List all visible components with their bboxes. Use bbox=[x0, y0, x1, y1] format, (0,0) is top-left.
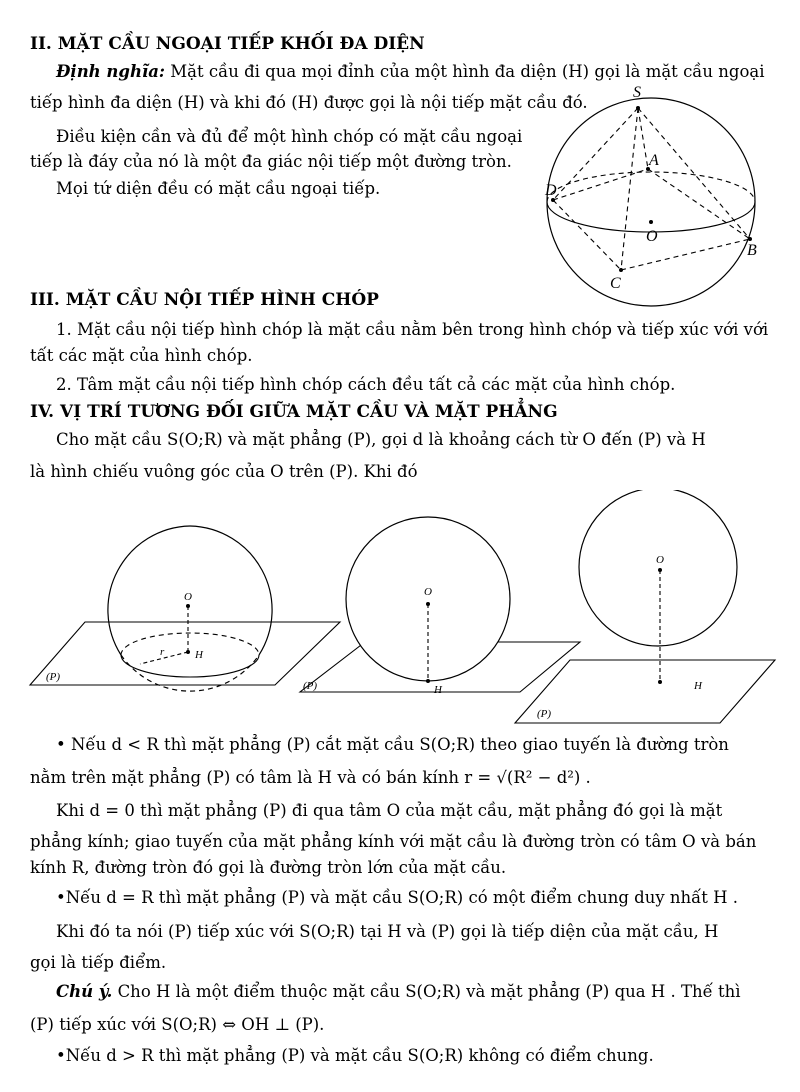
left-label-r: r bbox=[160, 646, 165, 658]
note-line-2: (P) tiếp xúc với S(O;R) ⇔ OH ⊥ (P). bbox=[30, 1015, 325, 1034]
section-4-intro-line-2: là hình chiếu vuông góc của O trên (P). Khi đó bbox=[30, 462, 418, 481]
definition-line-1 bbox=[56, 62, 765, 82]
case-1-line-2: nằm trên mặt phẳng (P) có tâm là H và có bán kính r = √(R² − d²) . bbox=[30, 768, 591, 787]
section-3-item-1-line-1: 1. Mặt cầu nội tiếp hình chóp là mặt cầu nằm bên trong hình chóp và tiếp xúc với với bbox=[56, 320, 769, 339]
circumscribed-sphere-figure bbox=[535, 82, 775, 312]
case-2-line-2: Khi đó ta nói (P) tiếp xúc với S(O;R) tại H và (P) gọi là tiếp diện của mặt cầu, H bbox=[56, 922, 719, 941]
case-intersect-diagram bbox=[30, 526, 340, 691]
sphere-plane-positions-figure bbox=[0, 490, 800, 740]
section-3-item-1-line-2: tất các mặt của hình chóp. bbox=[30, 346, 253, 365]
label-c: C bbox=[610, 275, 621, 292]
section-3-heading: III. MẶT CẦU NỘI TIẾP HÌNH CHÓP bbox=[30, 290, 379, 310]
section-3-item-2: 2. Tâm mặt cầu nội tiếp hình chóp cách đều tất cả các mặt của hình chóp. bbox=[56, 375, 676, 394]
tetrahedron-line: Mọi tứ diện đều có mặt cầu ngoại tiếp. bbox=[56, 179, 381, 198]
left-label-p: (P) bbox=[46, 671, 61, 683]
label-b: B bbox=[747, 242, 757, 259]
condition-line-1: Điều kiện cần và đủ để một hình chóp có mặt cầu ngoại bbox=[56, 127, 523, 146]
label-a: A bbox=[649, 152, 659, 169]
definition-text-1: Mặt cầu đi qua mọi đỉnh của một hình đa diện (H) gọi là mặt cầu ngoại bbox=[170, 62, 765, 81]
case-2-line-3: gọi là tiếp điểm. bbox=[30, 953, 167, 972]
label-s: S bbox=[633, 84, 641, 101]
section-2-heading: II. MẶT CẦU NGOẠI TIẾP KHỐI ĐA DIỆN bbox=[30, 34, 425, 54]
left-label-h: H bbox=[195, 649, 203, 661]
section-circle-back bbox=[121, 633, 259, 655]
case-2-line-1: •Nếu d = R thì mặt phẳng (P) và mặt cầu S(O;R) có một điểm chung duy nhất H . bbox=[56, 888, 739, 907]
case-3-line: •Nếu d > R thì mặt phẳng (P) và mặt cầu S(O;R) không có điểm chung. bbox=[56, 1046, 654, 1065]
case-1-line-1: • Nếu d < R thì mặt phẳng (P) cắt mặt cầu S(O;R) theo giao tuyến là đường tròn bbox=[56, 735, 729, 754]
equator-back bbox=[547, 172, 755, 202]
point-b bbox=[748, 237, 752, 241]
section-4-intro-line-1: Cho mặt cầu S(O;R) và mặt phẳng (P), gọi d là khoảng cách từ O đến (P) và H bbox=[56, 430, 706, 449]
plane-right bbox=[515, 660, 775, 723]
section-4-heading: IV. VỊ TRÍ TƯƠNG ĐỐI GIỮA MẶT CẦU VÀ MẶT PHẲNG bbox=[30, 402, 558, 422]
point-o bbox=[649, 220, 653, 224]
pyramid-edges bbox=[553, 108, 750, 270]
note-line-1 bbox=[56, 982, 741, 1002]
sphere-right bbox=[579, 490, 737, 646]
case-tangent-diagram bbox=[300, 517, 580, 696]
right-label-o: O bbox=[656, 554, 664, 566]
middle-label-h: H bbox=[434, 684, 442, 696]
middle-label-p: (P) bbox=[303, 680, 318, 692]
note-label: Chú ý. bbox=[56, 982, 113, 1001]
label-d: D bbox=[545, 182, 557, 199]
section-circle-front bbox=[121, 655, 259, 677]
left-label-o: O bbox=[184, 591, 192, 603]
right-label-p: (P) bbox=[537, 708, 552, 720]
d-zero-line-3: kính R, đường tròn đó gọi là đường tròn lớn của mặt cầu. bbox=[30, 858, 507, 877]
definition-label: Định nghĩa: bbox=[56, 62, 166, 81]
note-text-1: Cho H là một điểm thuộc mặt cầu S(O;R) và mặt phẳng (P) qua H . Thế thì bbox=[117, 982, 741, 1001]
label-o: O bbox=[646, 228, 658, 245]
plane-left bbox=[30, 622, 340, 685]
condition-line-2: tiếp là đáy của nó là một đa giác nội tiếp một đường tròn. bbox=[30, 152, 512, 171]
case-disjoint-diagram bbox=[515, 490, 775, 723]
point-c bbox=[619, 268, 623, 272]
middle-label-o: O bbox=[424, 586, 432, 598]
right-label-h: H bbox=[694, 680, 702, 692]
sphere-outline bbox=[547, 98, 755, 306]
point-s bbox=[636, 106, 640, 110]
definition-line-2: tiếp hình đa diện (H) và khi đó (H) được gọi là nội tiếp mặt cầu đó. bbox=[30, 93, 588, 112]
d-zero-line-2: phẳng kính; giao tuyến của mặt phẳng kính với mặt cầu là đường tròn có tâm O và bán bbox=[30, 832, 757, 851]
d-zero-line-1: Khi d = 0 thì mặt phẳng (P) đi qua tâm O của mặt cầu, mặt phẳng đó gọi là mặt bbox=[56, 801, 723, 820]
